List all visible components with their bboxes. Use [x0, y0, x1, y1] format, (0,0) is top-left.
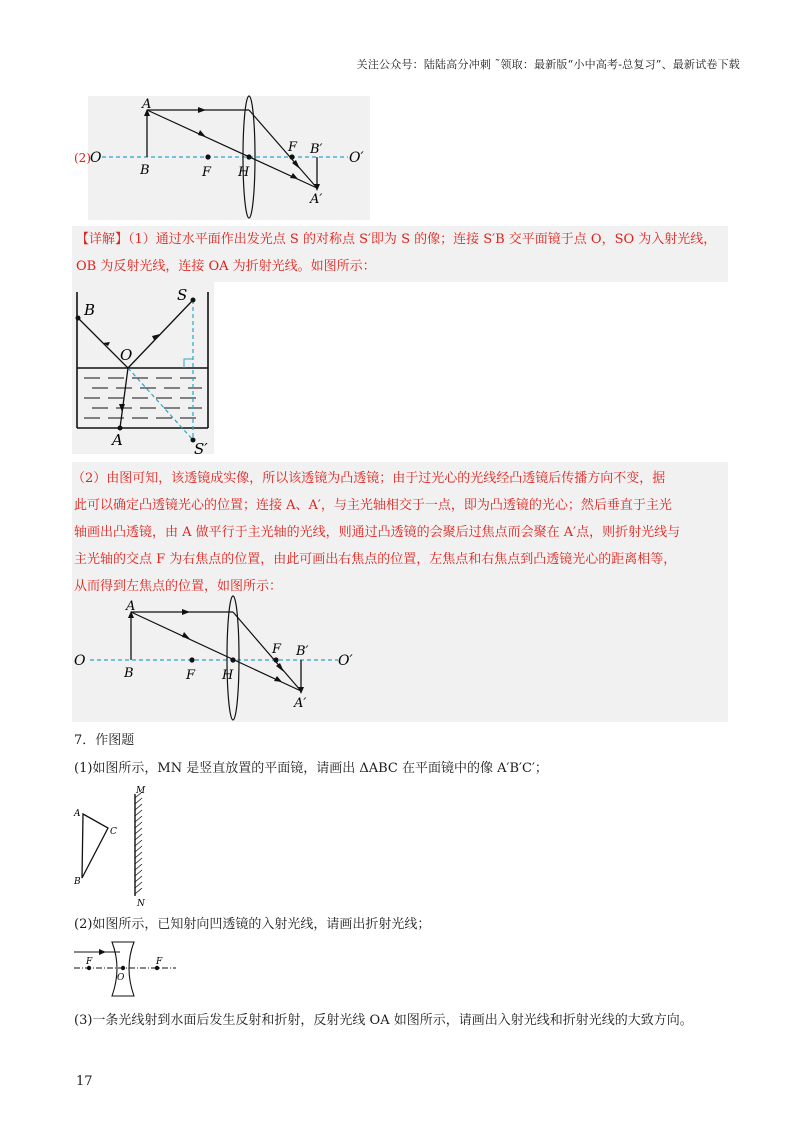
label-C: C — [110, 827, 117, 837]
label-F-left: F — [186, 668, 196, 683]
label-F-left: F — [86, 957, 93, 967]
concave-lens-figure — [72, 940, 182, 1006]
page-number: 17 — [76, 1074, 93, 1089]
water-figure-answer — [72, 282, 214, 458]
detail-line-1: 【详解】（1）通过水平面作出发光点 S 的对称点 S′即为 S 的像；连接 S′B 交平面镜于点 O，SO 为入射光线， — [76, 232, 717, 247]
lens-ray-diagram-2 — [72, 594, 362, 722]
explain-line-4: 主光轴的交点 F 为右焦点的位置，由此可画出右焦点的位置，左焦点和右焦点到凸透镜光心的距离相等， — [74, 552, 677, 567]
label-S: S — [177, 286, 188, 304]
concave-lens-diagram — [72, 940, 182, 1006]
label-A: A — [126, 599, 136, 614]
label-F-left: F — [202, 165, 212, 180]
page-header: 关注公众号：陆陆高分冲刺 ˜领取：最新版“小中高考-总复习”、最新试卷下载 — [356, 58, 740, 71]
label-S-prime: S′ — [194, 440, 208, 458]
label-A-prime: A′ — [310, 192, 323, 207]
question-7-part-3: (3)一条光线射到水面后发生反射和折射，反射光线 OA 如图所示，请画出入射光线和折射光线的大致方向。 — [74, 1013, 693, 1028]
explain-line-3: 轴画出凸透镜，由 A 做平行于主光轴的光线，则通过凸透镜的会聚后过焦点而会聚在 A′点，则折射光线与 — [74, 525, 681, 540]
mirror-figure — [72, 784, 162, 912]
label-O: O — [74, 653, 86, 669]
water-ray-diagram — [72, 282, 214, 458]
label-O-prime: O′ — [338, 653, 353, 669]
lens-ray-diagram-1 — [74, 96, 370, 220]
explain-line-1: （2）由图可知，该透镜成实像，所以该透镜为凸透镜；由于过光心的光线经凸透镜后传播方向不变，据 — [72, 471, 666, 486]
label-A: A — [112, 431, 123, 449]
label-O: O — [90, 150, 102, 166]
detail-line-2: OB 为反射光线，连接 OA 为折射光线。如图所示： — [76, 259, 376, 274]
label-H: H — [238, 165, 250, 180]
question-7-part-1: (1)如图所示，MN 是竖直放置的平面镜，请画出 ΔABC 在平面镜中的像 A′B′C′； — [74, 761, 548, 776]
label-B-prime: B′ — [310, 142, 323, 157]
label-B: B — [124, 666, 134, 681]
label-B: B — [84, 301, 96, 319]
label-O-prime: O′ — [349, 150, 364, 166]
explanation-panel — [72, 462, 728, 594]
label-A: A — [142, 97, 152, 112]
question-7-part-2: (2)如图所示，已知射向凹透镜的入射光线，请画出折射光线； — [74, 917, 431, 932]
lens-figure-answer-panel — [72, 594, 728, 722]
plane-mirror-diagram — [72, 784, 162, 912]
detail-panel — [72, 226, 728, 282]
label-B-prime: B′ — [296, 644, 309, 659]
label-B: B — [74, 877, 81, 887]
label-N: N — [137, 899, 145, 909]
label-F-right: F — [288, 140, 298, 155]
explain-line-2: 此可以确定凸透镜光心的位置；连接 A、A′，与主光轴相交于一点，即为凸透镜的光心；然后垂直于主光 — [74, 498, 672, 513]
lens-figure-question — [74, 96, 370, 220]
label-F-right: F — [272, 642, 282, 657]
label-A: A — [74, 809, 81, 819]
label-B: B — [140, 163, 150, 178]
explain-line-5: 从而得到左焦点的位置，如图所示： — [74, 579, 283, 594]
prefix-label: (2) — [74, 151, 91, 165]
label-O: O — [120, 346, 133, 364]
label-O: O — [117, 973, 125, 983]
label-F-right: F — [156, 957, 163, 967]
label-M: M — [136, 786, 146, 796]
label-H: H — [222, 668, 234, 683]
label-A-prime: A′ — [294, 696, 307, 711]
question-7-title: 7．作图题 — [74, 733, 135, 748]
